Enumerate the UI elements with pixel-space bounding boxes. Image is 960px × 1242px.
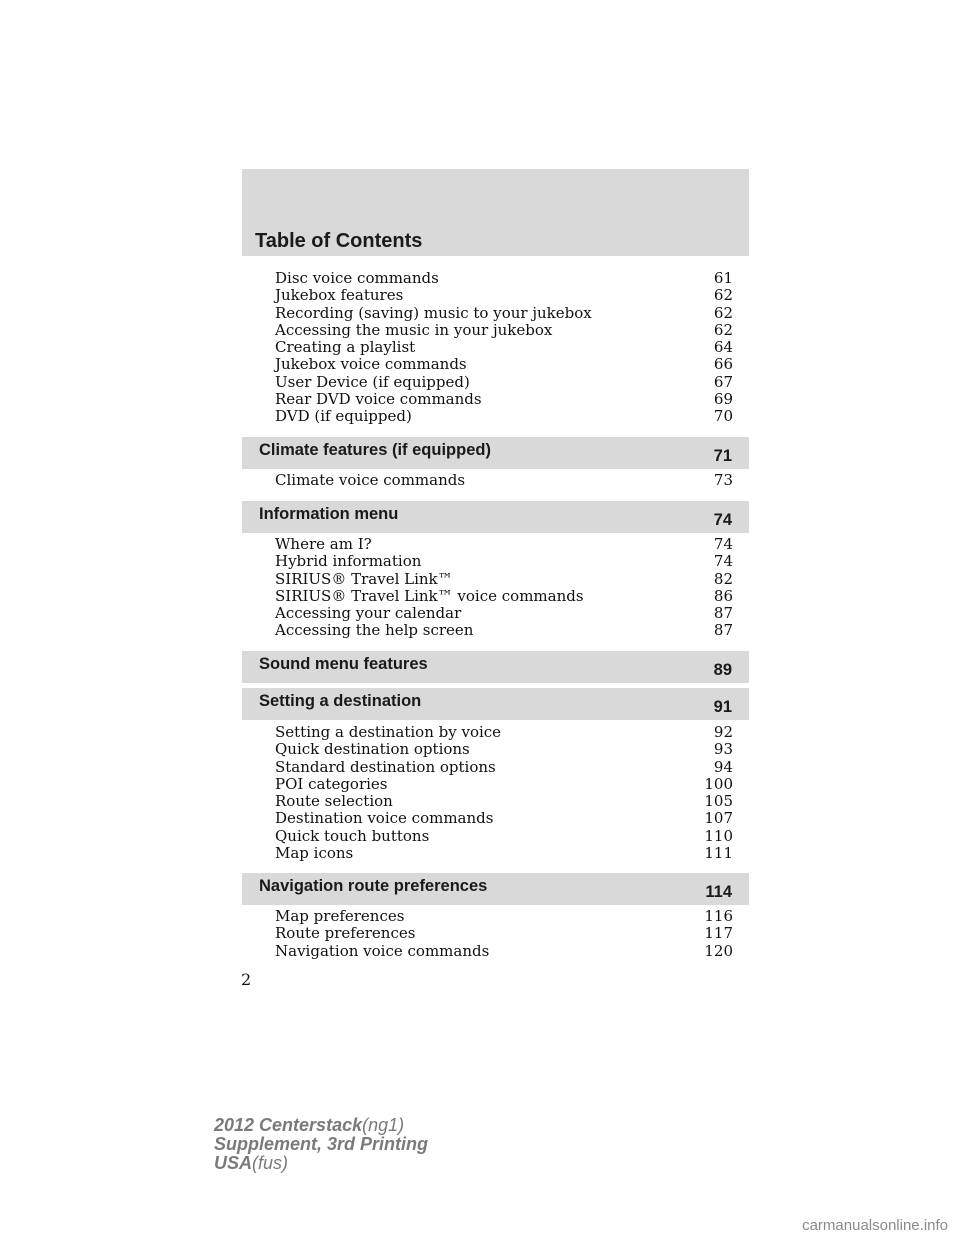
toc-entry[interactable]: [275, 741, 733, 758]
toc-entry-page: 74: [713, 535, 733, 553]
toc-entry-title: Creating a playlist: [275, 338, 416, 357]
toc-entry[interactable]: [275, 287, 733, 304]
toc-entry-page: 117: [704, 924, 733, 943]
toc-entry[interactable]: [275, 724, 733, 741]
toc-entry-title: SIRIUS® Travel Link™ voice commands: [275, 586, 584, 605]
toc-entry[interactable]: [275, 339, 733, 356]
toc-entry[interactable]: [275, 322, 733, 339]
page-title: Table of Contents: [255, 230, 423, 252]
toc-entry-page: 105: [704, 792, 733, 811]
toc-entry-title: Accessing the music in your jukebox: [275, 320, 553, 339]
toc-entry[interactable]: [275, 810, 733, 827]
section-header-navigation[interactable]: [242, 873, 749, 905]
toc-entry[interactable]: [275, 356, 733, 373]
toc-entry-page: 94: [713, 757, 733, 776]
toc-entry-title: Quick destination options: [275, 740, 470, 759]
section-header-sound[interactable]: [242, 651, 749, 683]
toc-entry[interactable]: [275, 828, 733, 845]
section-title: Sound menu features: [259, 655, 428, 673]
toc-entry-page: 92: [713, 723, 733, 741]
section-page: 114: [705, 883, 732, 901]
footer-model-code: (ng1): [362, 1115, 405, 1135]
toc-entry-page: 87: [713, 604, 733, 623]
toc-entry-title: Standard destination options: [275, 757, 496, 776]
toc-entry-page: 67: [713, 372, 733, 391]
toc-entry[interactable]: [275, 536, 733, 553]
toc-entry[interactable]: [275, 374, 733, 391]
section-header-climate[interactable]: [242, 437, 749, 469]
section-page: 74: [713, 511, 732, 529]
toc-entry-title: Recording (saving) music to your jukebox: [275, 303, 592, 322]
toc-group-information: [275, 536, 733, 640]
toc-entry-page: 86: [713, 586, 733, 605]
toc-entry-page: 87: [713, 621, 733, 640]
toc-group-audio: [275, 270, 733, 426]
page-number: 2: [241, 970, 252, 989]
toc-entry[interactable]: [275, 943, 733, 960]
toc-entry-page: 111: [704, 844, 733, 863]
toc-entry-page: 93: [713, 740, 733, 759]
print-footer: [214, 1116, 428, 1173]
toc-entry-title: SIRIUS® Travel Link™: [275, 569, 453, 588]
toc-entry[interactable]: [275, 571, 733, 588]
toc-entry-page: 64: [713, 338, 733, 357]
section-page: 71: [713, 447, 732, 465]
toc-entry-title: Jukebox features: [275, 286, 404, 305]
toc-entry-page: 69: [713, 390, 733, 409]
toc-entry[interactable]: [275, 793, 733, 810]
toc-entry-title: Route preferences: [275, 924, 416, 943]
section-title: Navigation route preferences: [259, 877, 488, 895]
toc-entry[interactable]: [275, 622, 733, 639]
toc-entry[interactable]: [275, 908, 733, 925]
toc-entry-page: 74: [713, 552, 733, 571]
toc-entry[interactable]: [275, 553, 733, 570]
toc-entry-title: Quick touch buttons: [275, 826, 430, 845]
toc-entry-page: 107: [704, 809, 733, 828]
toc-entry[interactable]: [275, 588, 733, 605]
section-page: 91: [713, 698, 732, 716]
toc-entry-page: 110: [704, 826, 733, 845]
toc-entry[interactable]: [275, 472, 733, 489]
toc-entry-title: Navigation voice commands: [275, 941, 490, 960]
watermark: carmanualsonline.info: [802, 1217, 948, 1234]
toc-entry-page: 61: [713, 269, 733, 287]
section-page: 89: [713, 661, 732, 679]
toc-entry[interactable]: [275, 391, 733, 408]
toc-entry-title: Hybrid information: [275, 552, 422, 571]
header-band: [242, 169, 749, 256]
section-header-destination[interactable]: [242, 688, 749, 720]
toc-entry[interactable]: [275, 408, 733, 425]
toc-entry-title: POI categories: [275, 774, 388, 793]
toc-entry-title: Climate voice commands: [275, 471, 466, 489]
section-title: Setting a destination: [259, 692, 422, 710]
toc-entry-title: Accessing your calendar: [275, 604, 462, 623]
toc-entry-title: Where am I?: [275, 535, 372, 553]
toc-group-navigation: [275, 908, 733, 960]
footer-printing: Supplement, 3rd Printing: [214, 1134, 429, 1154]
toc-entry[interactable]: [275, 776, 733, 793]
toc-group-climate: [275, 472, 733, 489]
toc-entry-page: 62: [713, 303, 733, 322]
toc-entry-title: Route selection: [275, 792, 393, 811]
footer-model: 2012 Centerstack: [214, 1115, 363, 1135]
toc-entry-title: Disc voice commands: [275, 269, 439, 287]
toc-entry-title: Rear DVD voice commands: [275, 390, 482, 409]
toc-group-destination: [275, 724, 733, 862]
toc-entry-page: 100: [704, 774, 733, 793]
toc-entry-page: 66: [713, 355, 733, 374]
toc-entry-title: User Device (if equipped): [275, 372, 470, 391]
toc-entry-page: 120: [704, 941, 733, 960]
toc-entry-title: Destination voice commands: [275, 809, 494, 828]
toc-entry-title: Map preferences: [275, 907, 405, 925]
toc-entry-title: Jukebox voice commands: [275, 355, 467, 374]
toc-entry[interactable]: [275, 845, 733, 862]
toc-entry-page: 62: [713, 286, 733, 305]
section-title: Information menu: [259, 505, 399, 523]
toc-entry-title: Map icons: [275, 844, 354, 863]
toc-entry-page: 82: [713, 569, 733, 588]
toc-entry-page: 70: [713, 407, 733, 426]
toc-entry[interactable]: [275, 759, 733, 776]
toc-entry-title: Setting a destination by voice: [275, 723, 502, 741]
toc-entry-title: DVD (if equipped): [275, 407, 412, 426]
toc-entry-page: 116: [704, 907, 733, 925]
section-title: Climate features (if equipped): [259, 441, 491, 459]
toc-entry[interactable]: [275, 270, 733, 287]
footer-region-code: (fus): [252, 1153, 289, 1173]
toc-entry[interactable]: [275, 305, 733, 322]
toc-entry[interactable]: [275, 605, 733, 622]
toc-entry-title: Accessing the help screen: [275, 621, 474, 640]
footer-region: USA: [214, 1153, 253, 1173]
section-header-information[interactable]: [242, 501, 749, 533]
toc-entry-page: 73: [713, 471, 733, 489]
toc-entry-page: 62: [713, 320, 733, 339]
toc-entry[interactable]: [275, 925, 733, 942]
